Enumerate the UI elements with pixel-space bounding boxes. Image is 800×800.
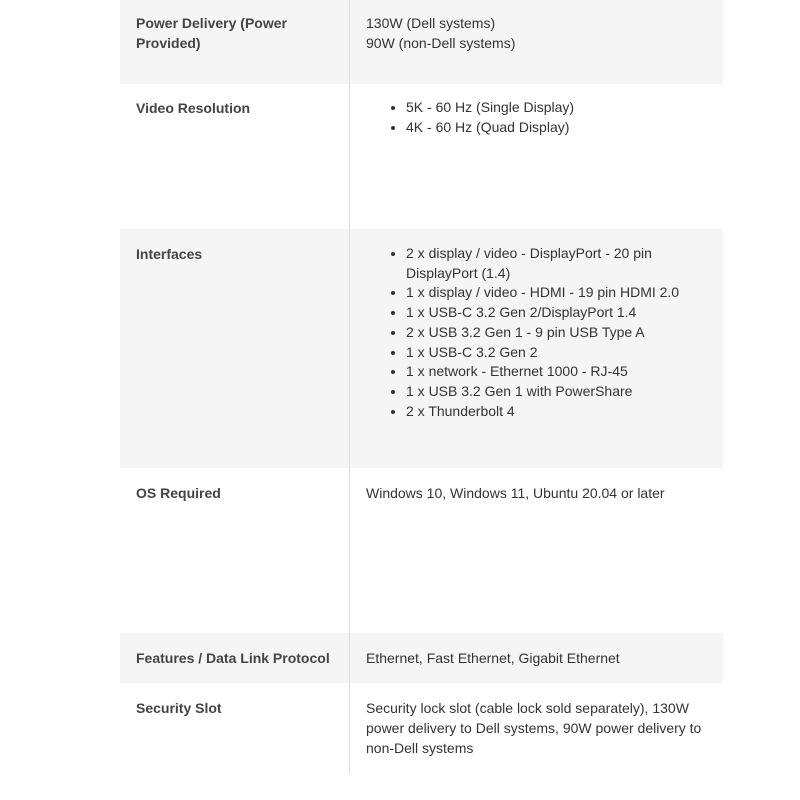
- spec-value: [350, 84, 723, 229]
- spec-label: Power Delivery (Power Provided): [120, 0, 350, 84]
- spec-value-list: [366, 244, 709, 421]
- spec-value-line: 130W (Dell systems): [366, 15, 496, 31]
- list-item: • 1 x USB-C 3.2 Gen 2: [406, 343, 709, 363]
- spec-row-security-slot: [120, 683, 723, 773]
- list-item: • 2 x Thunderbolt 4: [406, 402, 709, 422]
- list-item: • 5K - 60 Hz (Single Display): [406, 98, 709, 118]
- list-item: • 1 x USB 3.2 Gen 1 with PowerShare: [406, 382, 709, 402]
- list-item: • 1 x USB-C 3.2 Gen 2/DisplayPort 1.4: [406, 303, 709, 323]
- spec-label: Security Slot: [120, 683, 350, 773]
- spec-value-list: [366, 98, 709, 137]
- spec-value: Ethernet, Fast Ethernet, Gigabit Ethernet: [366, 650, 620, 666]
- spec-label: Video Resolution: [120, 84, 350, 229]
- list-item: • 1 x display / video - HDMI - 19 pin HDMI 2.0: [406, 283, 709, 303]
- spec-row-video-resolution: [120, 84, 723, 229]
- spec-value-line: 90W (non-Dell systems): [366, 35, 516, 51]
- spec-value: Windows 10, Windows 11, Ubuntu 20.04 or later: [366, 485, 665, 501]
- list-item: • 4K - 60 Hz (Quad Display): [406, 118, 709, 138]
- spec-value: Security lock slot (cable lock sold separately), 130W power delivery to Dell systems, 90W power delivery to non-Dell systems: [366, 700, 702, 756]
- spec-value: [350, 229, 723, 468]
- spec-row-interfaces: [120, 229, 723, 468]
- spec-label: Features / Data Link Protocol: [120, 633, 350, 683]
- list-item: • 2 x display / video - DisplayPort - 20 pin DisplayPort (1.4): [406, 244, 709, 283]
- list-item: • 1 x network - Ethernet 1000 - RJ-45: [406, 362, 709, 382]
- spec-row-os-required: [120, 468, 723, 633]
- spec-value: [350, 0, 723, 84]
- spec-label: OS Required: [120, 468, 350, 633]
- spec-row-features: [120, 633, 723, 683]
- spec-table: [120, 0, 723, 773]
- spec-label: Interfaces: [120, 229, 350, 468]
- list-item: • 2 x USB 3.2 Gen 1 - 9 pin USB Type A: [406, 323, 709, 343]
- spec-row-power-delivery: [120, 0, 723, 84]
